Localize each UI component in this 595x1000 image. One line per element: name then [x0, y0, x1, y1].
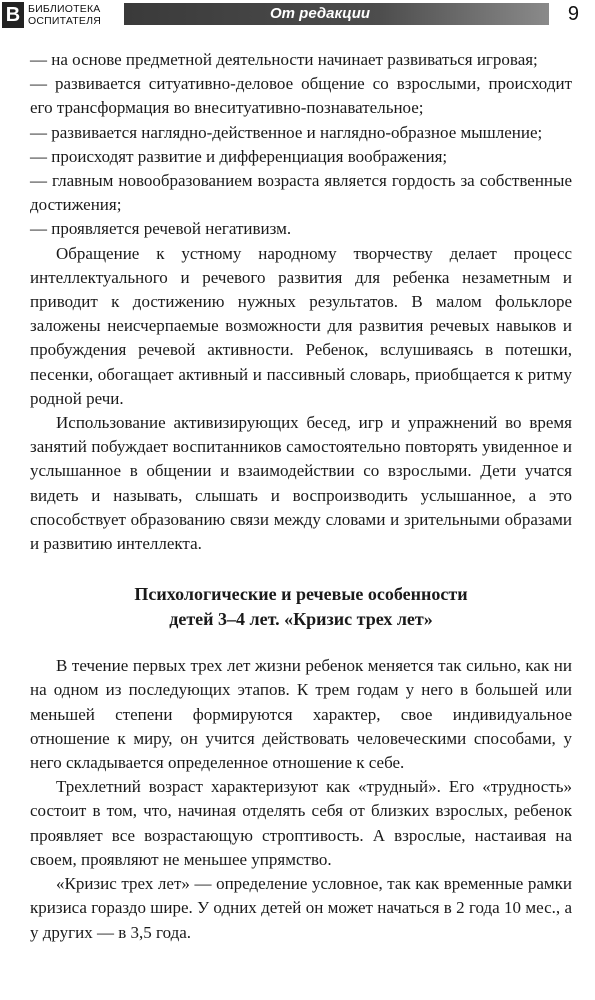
page-body — [30, 48, 572, 945]
series-name — [28, 3, 128, 27]
series-name-line1: БИБЛИОТЕКА — [28, 3, 101, 15]
paragraph: Трехлетний возраст характеризуют как «трудный». Его «трудность» состоит в том, что, начиная отделять себя от близких взрослых, ребенок проявляет все возрастающую строптивость. А взрослые, настаивая на своем, проявляют не меньшее упрямство. — [30, 777, 572, 869]
list-item: — проявляется речевой негативизм. — [30, 219, 292, 239]
list-item: — развивается ситуативно-деловое общение со взрослыми, происходит его трансформация во внеситуативно-познавательное; — [30, 74, 572, 118]
section-title-bar — [124, 3, 549, 25]
list-item: — происходят развитие и дифференциация воображения; — [30, 146, 448, 166]
paragraph: Использование активизирующих бесед, игр и упражнений во время занятий побуждает воспитанников самостоятельно повторять увиденное и услышанное в общении и взаимодействии со взрослыми. Дети учатся видеть и называть, слышать и воспроизводить услышанное, а это способствует образованию связи между словами и зрительными образами и развитию интеллекта. — [30, 413, 572, 554]
paragraph: В течение первых трех лет жизни ребенок меняется так сильно, как ни на одном из последующих этапов. К трем годам у него в большей или меньшей степени формируются характер, свое индивидуальное отношение к миру, он учится действовать человеческими способами, у него складывается определенное отношение к себе. — [30, 656, 572, 773]
section-heading-line2: детей 3–4 лет. «Кризис трех лет» — [169, 609, 433, 630]
section-title: От редакции — [270, 5, 371, 22]
page-number: 9 — [567, 3, 579, 25]
page-header — [0, 0, 595, 34]
paragraph: Обращение к устному народному творчеству делает процесс интеллектуального и речевого развития для ребенка незаметным и приводит к достижению нужных результатов. В малом фольклоре заложены неисчерпаемые возможности для развития речевых навыков и пробуждения речевой активности. Ребенок, вслушиваясь в потешки, песенки, обогащает активный и пассивный словарь, приобщается к ритму родной речи. — [30, 243, 572, 408]
series-name-line2: ОСПИТАТЕЛЯ — [28, 15, 101, 27]
paragraph: «Кризис трех лет» — определение условное, так как временные рамки кризиса гораздо шире. У одних детей он может начаться в 2 года 10 мес., а у других — в 3,5 года. — [30, 874, 572, 942]
section-heading — [30, 582, 572, 632]
list-item: — главным новообразованием возраста является гордость за собственные достижения; — [30, 171, 572, 215]
list-item: — развивается наглядно-действенное и наглядно-образное мышление; — [30, 122, 543, 142]
series-logo: B — [2, 2, 24, 28]
list-item: — на основе предметной деятельности начинает развиваться игровая; — [30, 50, 538, 69]
section-heading-line1: Психологические и речевые особенности — [134, 584, 468, 605]
